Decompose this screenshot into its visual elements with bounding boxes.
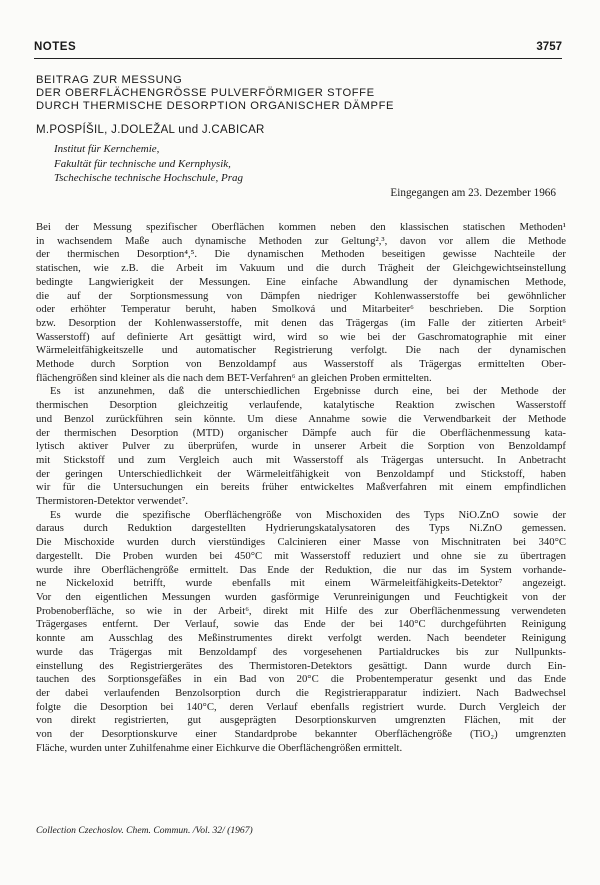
text-line: mit Stickstoff und zum Vergleich auch mit Wasserstoff als Trägergas untersucht. In Anbetracht bbox=[36, 453, 566, 466]
body-paragraph bbox=[36, 509, 566, 756]
title-line: DURCH THERMISCHE DESORPTION ORGANISCHER DÄMPFE bbox=[36, 99, 395, 112]
text-line: einstellung des Registriergerätes des Thermistoren-Detektors gesättigt. Dann wurde durch Ein- bbox=[36, 659, 566, 672]
text-line: statischen, wie z.B. die Arbeit im Vakuum und die durch Trägheit der Gleichgewichtseinstellung bbox=[36, 262, 566, 275]
text-line: ne Nickeloxid betrifft, wurde ebenfalls mit einem Wärmeleitfähigkeits-Detektor⁷ angezeigt. bbox=[36, 577, 566, 590]
text-line: der thermischen Desorption⁴,⁵. Die dynamischen Methoden beseitigen gewisse Nachteile der bbox=[36, 248, 566, 261]
affiliation-line: Fakultät für technische und Kernphysik, bbox=[54, 157, 231, 170]
text-line: Methode durch Sorption von Benzoldampf aus Wasserstoff als Trägergas ermittelten Ober- bbox=[36, 358, 566, 371]
text-line: von der Desorptionskurve einer Standardprobe bekannter Oberflächengröße (TiO₂) umgrenzten bbox=[36, 728, 566, 741]
text-line: der geringen Unterschiedlichkeit der Wärmeleitfähigkeit von Benzoldampf und Stickstoff, haben bbox=[36, 467, 566, 480]
journal-footer: Collection Czechoslov. Chem. Commun. /Vol. 32/ (1967) bbox=[36, 825, 253, 836]
text-line: Es ist anzunehmen, daß die unterschiedlichen Ergebnisse durch eine, bei der Methode der bbox=[50, 385, 566, 398]
text-line: wir für die Untersuchungen ein bereits früher entwickeltes Maßverfahren mit einem empfindlichen bbox=[36, 481, 566, 494]
text-line: daraus durch Reduktion dargestellten Hydrierungskatalysatoren des Typs Ni.ZnO gemessen. bbox=[36, 522, 566, 535]
text-line: in wachsendem Maße auch dynamische Methoden zur Geltung²,³, davon vor allem die Methode bbox=[36, 234, 566, 247]
text-line: wurde ihre Oberflächengröße ermittelt. Das Ende der Reduktion, die nur das im System vorhande- bbox=[36, 563, 566, 576]
text-line: der dabei verlaufenden Benzolsorption durch die Registrierapparatur indiziert. Nach Badwechsel bbox=[36, 686, 566, 699]
header-rule bbox=[34, 58, 562, 59]
text-line: wurde das Trägergas mit Benzoldampf des vorgesehenen Partialdruckes bis zur Nullpunkts- bbox=[36, 645, 566, 658]
affiliation-line: Institut für Kernchemie, bbox=[54, 143, 160, 155]
text-line: Wasserstoff) auf definierte Art gesättigt wird, wird so wie bei der Gaschromatographie mit einer bbox=[36, 330, 566, 343]
text-line: flächengrößen sind kleiner als die nach dem BET-Verfahren⁶ an gleichen Proben ermittelten. bbox=[36, 371, 432, 384]
running-header bbox=[34, 41, 562, 57]
text-line: und Benzol zurückführen sein könnte. Um diese Annahme sowie die Verwendbarkeit der Methode bbox=[36, 412, 566, 425]
text-line: Wärmeleitfähigkeitszelle und automatischer Registrierung verfolgt. Die nach der dynamischen bbox=[36, 344, 566, 357]
authors: M.POSPÍŠIL, J.DOLEŽAL und J.CABICAR bbox=[36, 124, 265, 136]
article-title bbox=[36, 74, 556, 112]
text-line: folgte die Desorption bei 140°C, deren Verlauf ebenfalls registriert wurde. Durch Vergleich der bbox=[36, 700, 566, 713]
text-line: konnte am Ausschlag des Meßinstrumentes direkt verfolgt werden. Nach beendeter Reinigung bbox=[36, 632, 566, 645]
text-line: Thermistoren-Detektor verwendet⁷. bbox=[36, 495, 189, 508]
body-paragraph bbox=[36, 221, 566, 385]
text-line: Probenoberfläche, so wie in der Arbeit⁶, direkt mit Hilfe des zur Oberflächenmessung verwendeten bbox=[36, 604, 566, 617]
article-body bbox=[36, 221, 566, 755]
text-line: lytisch aktiver Pulver zu überprüfen, wurde in unserer Arbeit die Sorption von Benzoldampf bbox=[36, 440, 566, 453]
text-line: bedingte Langwierigkeit der Messungen. Eine einfache Abwandlung der dynamischen Methode, bbox=[36, 275, 566, 288]
body-paragraph bbox=[36, 385, 566, 508]
section-label: NOTES bbox=[34, 41, 77, 53]
affiliation-line: Tschechische technische Hochschule, Prag bbox=[54, 172, 243, 184]
affiliation bbox=[54, 142, 243, 186]
title-line: DER OBERFLÄCHENGRÖSSE PULVERFÖRMIGER STOFFE bbox=[36, 86, 375, 99]
text-line: Es wurde die spezifische Oberflächengröße von Mischoxiden des Typs NiO.ZnO sowie der bbox=[50, 508, 566, 521]
text-line: dargestellt. Die Proben wurden bei 450°C mit Wasserstoff reduziert und ohne sie zu übertragen bbox=[36, 549, 566, 562]
title-line: BEITRAG ZUR MESSUNG bbox=[36, 74, 183, 86]
text-line: von direkt registrierten, gut ausgeprägten Desorptionskurven umgrenzten Flächen, mit der bbox=[36, 714, 566, 727]
text-line: der thermischen Desorption (MTD) organischer Dämpfe auch für die Oberflächenmessung kata- bbox=[36, 426, 566, 439]
text-line: die auf der Sorptionsmessung von Dämpfen niedriger Kohlenwasserstoffe bei gewöhnlicher bbox=[36, 289, 566, 302]
text-line: bzw. Desorption der Kohlenwasserstoffe, mit denen das Trägergas (im Falle der zitierten Arbeit⁶ bbox=[36, 316, 566, 329]
text-line: Vor den eigentlichen Messungen wurden gasförmige Verunreinigungen und Feuchtigkeit von der bbox=[36, 590, 566, 603]
text-line: Fläche, wurden unter Zuhilfenahme einer Eichkurve die Oberflächengrößen ermittelt. bbox=[36, 741, 403, 754]
text-line: Trägergases entfernt. Der Verlauf, sowie das Ende der bei 140°C durchgeführten Reinigung bbox=[36, 618, 566, 631]
text-line: Bei der Messung spezifischer Oberflächen kommen neben den klassischen statischen Methoden¹ bbox=[36, 221, 566, 233]
text-line: thermischen Desorption gleichzeitig verlaufende, katalytische Reaktion zwischen Wasserstoff bbox=[36, 399, 566, 412]
text-line: tauchen des Sorptionsgefäßes in ein Bad von 20°C die Probentemperatur gesenkt und das Ende bbox=[36, 673, 566, 686]
received-date: Eingegangen am 23. Dezember 1966 bbox=[390, 187, 556, 199]
text-line: Die Mischoxide wurden durch vierstündiges Calcinieren einer Masse von Mischnitraten bei 340°C bbox=[36, 536, 566, 549]
text-line: oder erhöhter Temperatur beruht, haben Smolková und Mitarbeiter⁶ beschrieben. Die Sorption bbox=[36, 303, 566, 316]
page-number: 3757 bbox=[536, 41, 562, 53]
